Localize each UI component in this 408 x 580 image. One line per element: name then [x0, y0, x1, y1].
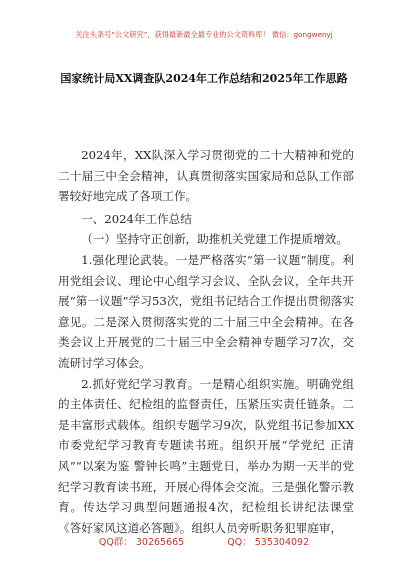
footer-qq: QQ： 535304092 [227, 537, 310, 548]
page-title: 国家统计局XX调查队2024年工作总结和2025年工作思路 [60, 72, 348, 85]
footer-qq-group: QQ群： 30265665 [98, 537, 185, 548]
footer-contact [0, 534, 408, 548]
paragraph-intro: 2024年，XX队深入学习贯彻党的二十大精神和党的二十届三中全会精神，认真贯彻落实国家局和总队工作部署较好地完成了各项工作。 [58, 148, 354, 204]
section-heading: 一、2024年工作总结 [81, 211, 192, 226]
paragraph-discipline: 2.抓好党纪学习教育。一是精心组织实施。明确党组的主体责任、纪检组的监督责任，压紧压实责任链条。二是丰富形式载体。组织专题学习9次，队党组书记参加XX市委党纪学习教育专题读书班。组织开展“学党纪 正清风”“以案为鉴 警钟长鸣”主题党日，举办为期一天半的党纪学习教育读书班，开展心得体会交流。三是强化警示教育。传达学习典型问题通报4次，纪检组长讲纪法课堂《答好家风这道必答题》。组织人员旁听职务犯罪庭审， [58, 376, 354, 535]
header-note: 关注头条号“公文研究”，获得最新最全最专业的公文资料库！ 微信：gongwenyj [75, 30, 333, 39]
subsection-heading: （一）坚持守正创新，助推机关党建工作提质增效。 [81, 232, 348, 247]
paragraph-theory: 1.强化理论武装。一是严格落实“第一议题”制度。利用党组会议、理论中心组学习会议、全队会议，全年共开展“第一议题”学习53次，党组书记结合工作提出贯彻落实意见。二是深入贯彻落实党的二十届三中全会精神。在各类会议上开展党的二十届三中全会精神专题学习7次，交流研讨学习体会。 [58, 252, 354, 370]
document-body [58, 145, 354, 538]
